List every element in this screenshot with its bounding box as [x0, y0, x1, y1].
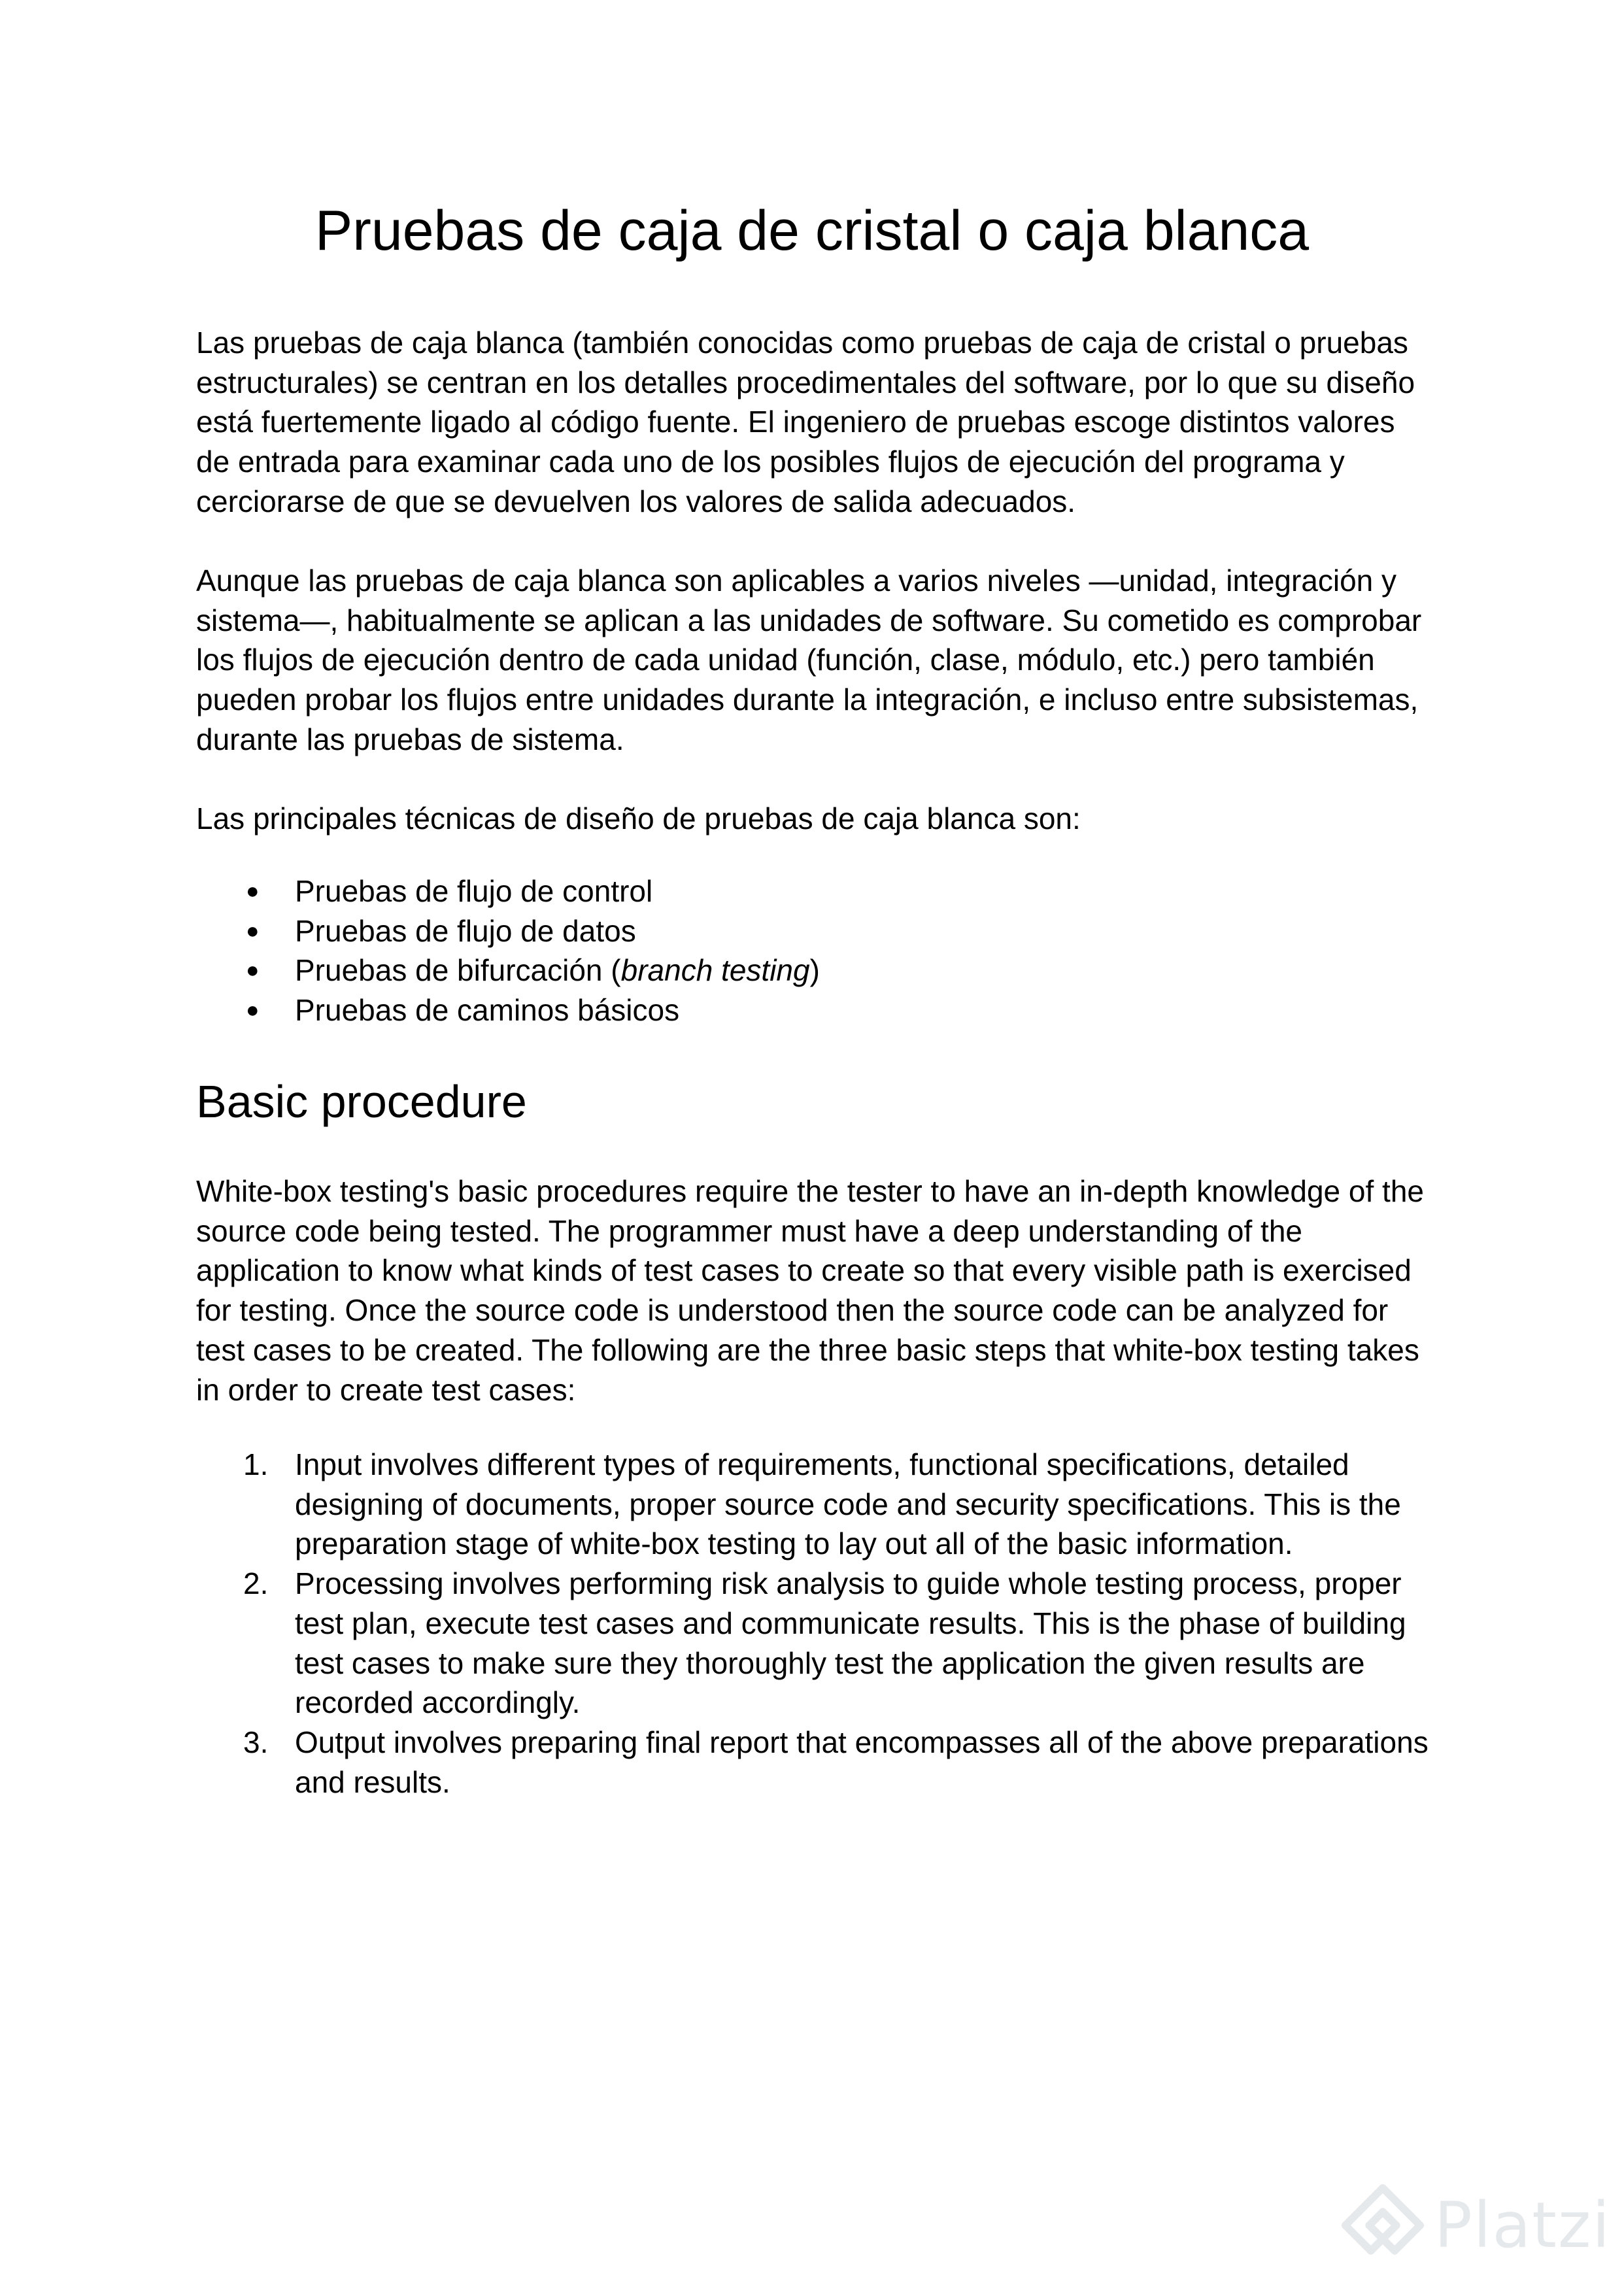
paragraph-line: in order to create test cases: [196, 1372, 576, 1407]
paragraph-line: de entrada para examinar cada uno de los posibles flujos de ejecución del programa y [196, 445, 1345, 479]
list-number: 1. [243, 1447, 269, 1481]
bullet-icon: ● [246, 879, 260, 903]
list-item-line: designing of documents, proper source code and security specifications. This is the [295, 1487, 1401, 1521]
list-item [196, 871, 820, 911]
document-title: Pruebas de caja de cristal o caja blanca [314, 199, 1310, 262]
list-item-line: test plan, execute test cases and communicate results. This is the phase of building [295, 1606, 1406, 1640]
list-item-text-suffix: ) [809, 953, 820, 988]
list-item-line: preparation stage of white-box testing to lay out all of the basic information. [295, 1527, 1293, 1561]
paragraph-line: los flujos de ejecución dentro de cada unidad (función, clase, módulo, etc.) pero también [196, 643, 1375, 677]
platzi-watermark [1340, 2183, 1611, 2268]
techniques-list [196, 871, 820, 1030]
paragraph-line: sistema—, habitualmente se aplican a las unidades de software. Su cometido es comprobar [196, 603, 1422, 637]
list-item [196, 1564, 1429, 1723]
section-heading: Basic procedure [196, 1076, 527, 1127]
list-item-text: Pruebas de flujo de control [295, 874, 653, 908]
paragraph-line: test cases to be created. The following are the three basic steps that white-box testing takes [196, 1332, 1419, 1367]
list-number: 3. [243, 1725, 269, 1759]
levels-paragraph [196, 561, 1438, 760]
list-item [196, 951, 820, 990]
list-item-line: recorded accordingly. [295, 1685, 581, 1720]
techniques-intro: Las principales técnicas de diseño de pruebas de caja blanca son: [196, 801, 1081, 835]
list-item-text-italic: branch testing [620, 953, 810, 988]
paragraph-line: cerciorarse de que se devuelven los valores de salida adecuados. [196, 484, 1076, 518]
paragraph-line: está fuertemente ligado al código fuente. El ingeniero de pruebas escoge distintos valores [196, 405, 1395, 439]
list-item-line: and results. [295, 1764, 450, 1799]
bullet-icon: ● [246, 958, 260, 983]
list-item-line: Input involves different types of requirements, functional specifications, detailed [295, 1447, 1349, 1481]
list-item [196, 990, 820, 1030]
list-item [196, 1445, 1429, 1564]
paragraph-line: Las pruebas de caja blanca (también conocidas como pruebas de caja de cristal o pruebas [196, 326, 1408, 360]
list-item-text: Pruebas de caminos básicos [295, 993, 680, 1028]
list-item-text-prefix: Pruebas de bifurcación ( [295, 953, 621, 988]
watermark-text: Platzi [1434, 2189, 1611, 2262]
platzi-logo-icon [1340, 2183, 1425, 2268]
bullet-icon: ● [246, 998, 260, 1023]
paragraph-line: White-box testing's basic procedures require the tester to have an in-depth knowledge of the [196, 1174, 1424, 1208]
paragraph-line: source code being tested. The programmer must have a deep understanding of the [196, 1213, 1302, 1248]
list-item-line: Processing involves performing risk analysis to guide whole testing process, proper [295, 1566, 1402, 1601]
list-item [196, 911, 820, 951]
list-item-line: Output involves preparing final report that encompasses all of the above preparations [295, 1725, 1429, 1759]
paragraph-line: application to know what kinds of test cases to create so that every visible path is exercised [196, 1253, 1412, 1288]
paragraph-line: for testing. Once the source code is understood then the source code can be analyzed for [196, 1293, 1389, 1328]
intro-paragraph [196, 323, 1438, 522]
procedure-paragraph [196, 1172, 1438, 1409]
list-number: 2. [243, 1566, 269, 1601]
list-item-line: test cases to make sure they thoroughly test the application the given results are [295, 1645, 1365, 1680]
steps-list [196, 1445, 1429, 1802]
paragraph-line: pueden probar los flujos entre unidades durante la integración, e incluso entre subsistemas, [196, 683, 1419, 717]
paragraph-line: Aunque las pruebas de caja blanca son aplicables a varios niveles —unidad, integración y [196, 564, 1397, 598]
paragraph-line: estructurales) se centran en los detalles procedimentales del software, por lo que su diseño [196, 365, 1415, 399]
list-item-text: Pruebas de flujo de datos [295, 913, 636, 948]
list-item [196, 1723, 1429, 1802]
paragraph-line: durante las pruebas de sistema. [196, 722, 624, 756]
bullet-icon: ● [246, 918, 260, 943]
